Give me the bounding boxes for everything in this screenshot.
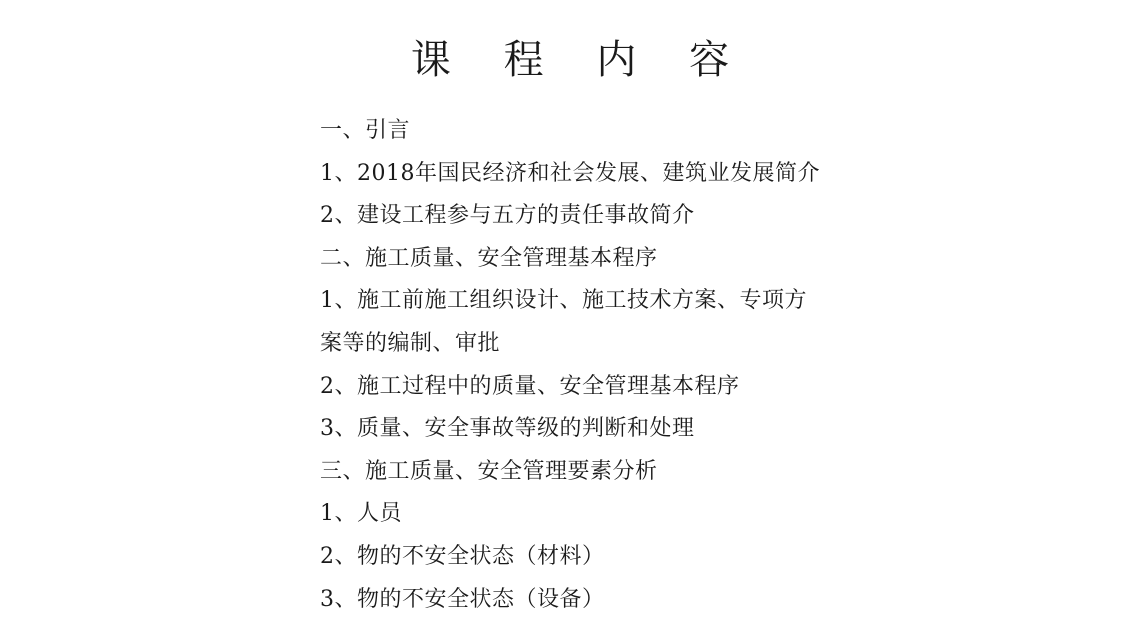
section-heading-procedures: 二、施工质量、安全管理基本程序 [320, 245, 658, 271]
list-item: 3、质量、安全事故等级的判断和处理 [320, 416, 695, 442]
course-content-list [320, 110, 840, 621]
list-item: 3、物的不安全状态（设备） [320, 586, 605, 612]
list-item: 1、施工前施工组织设计、施工技术方案、专项方 [320, 288, 807, 314]
page-title: 课 程 内 容 [410, 37, 750, 83]
list-item: 1、人员 [320, 501, 402, 527]
list-item: 2、物的不安全状态（材料） [320, 543, 605, 569]
list-item: 2、施工过程中的质量、安全管理基本程序 [320, 373, 740, 399]
list-item: 1、2018年国民经济和社会发展、建筑业发展简介 [320, 160, 820, 186]
list-item: 2、建设工程参与五方的责任事故简介 [320, 203, 695, 229]
section-heading-factors: 三、施工质量、安全管理要素分析 [320, 458, 658, 484]
section-heading-intro: 一、引言 [320, 118, 411, 143]
list-item-continuation: 案等的编制、审批 [320, 330, 501, 356]
